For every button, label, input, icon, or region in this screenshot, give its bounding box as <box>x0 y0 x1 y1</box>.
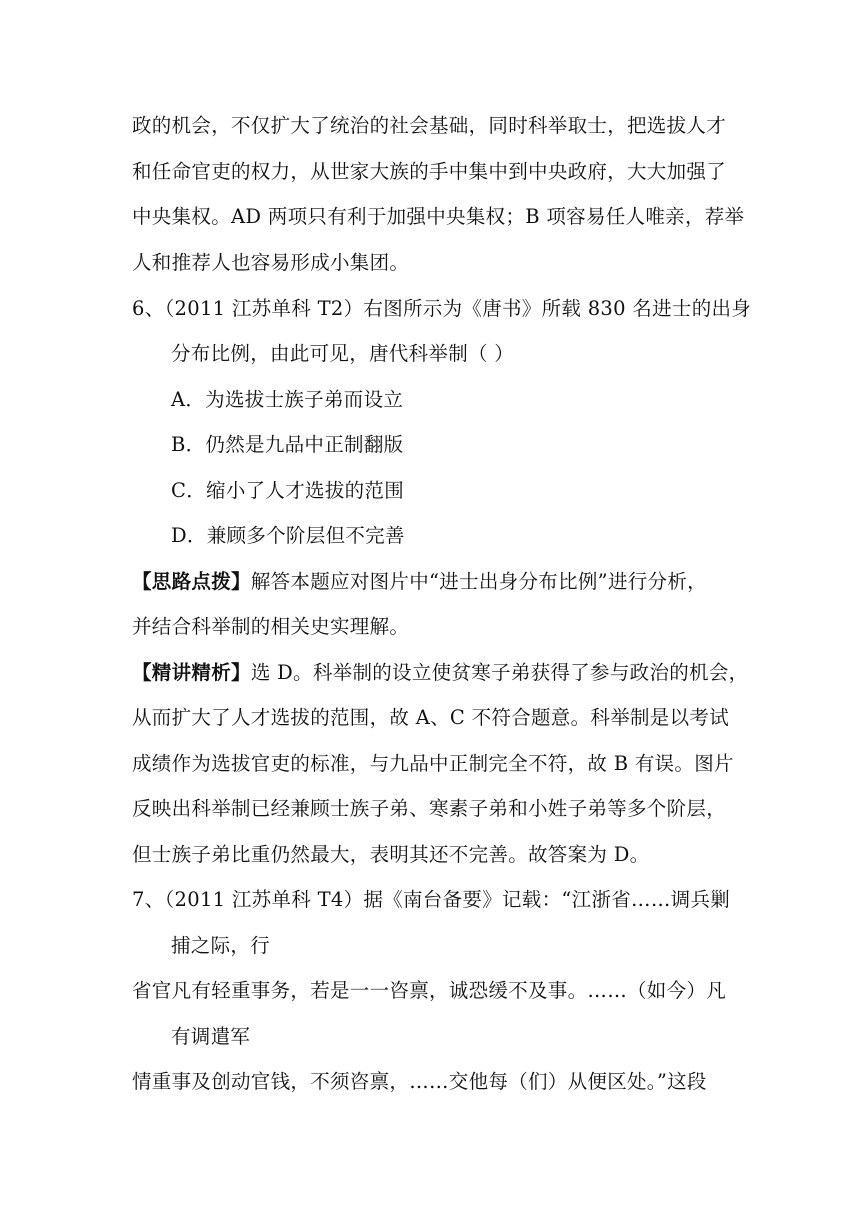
hint-line <box>132 568 707 596</box>
option-b: B．仍然是九品中正制翻版 <box>171 433 404 456</box>
text-line: 捕之际，行 <box>171 934 271 957</box>
analysis-line <box>132 659 748 687</box>
text-line: 和任命官吏的权力，从世家大族的手中集中到中央政府，大大加强了 <box>132 160 727 183</box>
text-line: 并结合科举制的相关史实理解。 <box>132 615 410 638</box>
hint-tag: 【思路点拨】 <box>132 570 251 593</box>
option-a: A．为选拔士族子弟而设立 <box>171 388 404 411</box>
hint-text: 解答本题应对图片中“进士出身分布比例”进行分析， <box>250 570 707 593</box>
analysis-text: 选 D。科举制的设立使贫寒子弟获得了参与政治的机会， <box>250 661 749 684</box>
analysis-tag: 【精讲精析】 <box>132 661 251 684</box>
option-c: C．缩小了人才选拔的范围 <box>171 479 405 502</box>
text-line: 情重事及创动官钱，不须咨禀，……交他每（们）从便区处。”这段 <box>132 1070 707 1093</box>
text-line: 成绩作为选拔官吏的标准，与九品中正制完全不符，故 B 有误。图片 <box>132 752 734 775</box>
text-line: 从而扩大了人才选拔的范围，故 A、C 不符合题意。科举制是以考试 <box>132 706 729 729</box>
question-6-stem: 6、（2011 江苏单科 T2）右图所示为《唐书》所载 830 名进士的出身 <box>132 297 752 320</box>
text-line: 中央集权。AD 两项只有利于加强中央集权；B 项容易任人唯亲，荐举 <box>132 205 745 228</box>
text-line: 政的机会，不仅扩大了统治的社会基础，同时科举取士，把选拔人才 <box>132 114 727 137</box>
text-line: 人和推荐人也容易形成小集团。 <box>132 251 410 274</box>
question-6-stem-continued: 分布比例，由此可见，唐代科举制（ ） <box>171 342 515 365</box>
text-line: 省官凡有轻重事务，若是一一咨禀，诚恐缓不及事。……（如今）凡 <box>132 979 727 1002</box>
question-7-stem: 7、（2011 江苏单科 T4）据《南台备要》记载：“江浙省……调兵剿 <box>132 888 731 911</box>
text-line: 有调遣军 <box>171 1025 251 1048</box>
text-line: 但士族子弟比重仍然最大，表明其还不完善。故答案为 D。 <box>132 843 650 866</box>
text-line: 反映出科举制已经兼顾士族子弟、寒素子弟和小姓子弟等多个阶层， <box>132 797 727 820</box>
option-d: D．兼顾多个阶层但不完善 <box>171 524 405 547</box>
